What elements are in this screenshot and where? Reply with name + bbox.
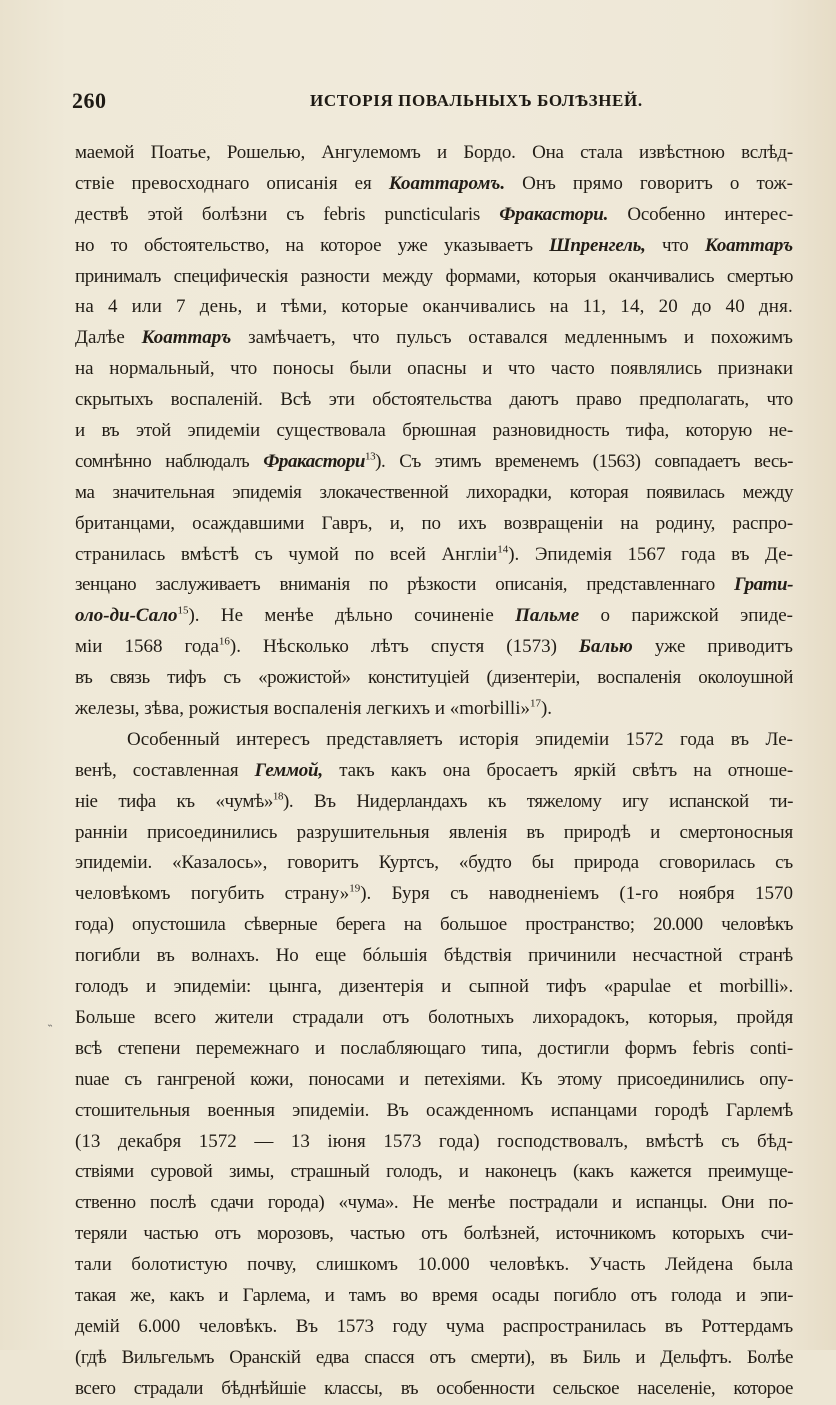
text-line: въ связь тифъ съ «рожистой» конституціей (дизентеріи, воспаленія околоушной xyxy=(75,667,793,689)
text-line: маемой Поатье, Рошелью, Ангулемомъ и Бордо. Она стала извѣстною вслѣд- xyxy=(75,142,793,163)
text-line: на нормальный, что поносы были опасны и что часто появлялись признаки xyxy=(75,358,793,380)
text-line: года) опустошила сѣверные берега на большое пространство; 20.000 человѣкъ xyxy=(75,914,793,936)
text-line: оло-ди-Сало$^{15}$). Не менѣе дѣльно сочиненіе Пальме о парижской эпиде- xyxy=(75,605,793,627)
author-name: Коаттаръ xyxy=(704,234,793,256)
text-line: странилась вмѣстѣ съ чумой по всей Англіи$^{14}$). Эпидемія 1567 года въ Де- xyxy=(75,543,794,565)
text-line: Далѣе Коаттаръ замѣчаетъ, что пульсъ оставался медленнымъ и похожимъ xyxy=(75,327,794,349)
footnote-ref: 15 xyxy=(177,605,189,618)
body-text xyxy=(75,138,793,1405)
text-line: тали болотистую почву, слишкомъ 10.000 человѣкъ. Участь Лейдена была xyxy=(75,1254,793,1276)
footnote-ref: 16 xyxy=(218,635,230,648)
page-number: 260 xyxy=(72,88,107,113)
author-name: Коаттаръ xyxy=(141,327,232,349)
text-line: ствіе превосходнаго описанія ея Коаттаромъ. Онъ прямо говоритъ о тож- xyxy=(75,172,794,194)
author-name: Фракастори. xyxy=(499,203,609,225)
text-line: всего страдали бѣднѣйшіе классы, въ особенности сельское населеніе, которое xyxy=(75,1377,793,1399)
author-name: Шпренгель, xyxy=(549,234,646,256)
text-line: ніе тифа къ «чумѣ»$^{18}$). Въ Нидерландахъ къ тяжелому игу испанской ти- xyxy=(75,790,793,812)
text-line: ствіями суровой зимы, страшный голодъ, и наконецъ (какъ кажется преимуще- xyxy=(75,1161,793,1183)
text-line: дествѣ этой болѣзни съ febris puncticularis Фракастори. Особенно интерес- xyxy=(75,203,793,225)
text-line: скрытыхъ воспаленій. Всѣ эти обстоятельства даютъ право предполагать, что xyxy=(75,389,793,411)
text-line: эпидеміи. «Казалось», говоритъ Куртсъ, «будто бы природа сговорилась съ xyxy=(75,852,793,874)
text-line: зенцано заслуживаетъ вниманія по рѣзкости описанія, представленнаго Грати- xyxy=(75,574,793,596)
text-line: венѣ, составленная Геммой, такъ какъ она бросаетъ яркій свѣтъ на отноше- xyxy=(75,759,793,781)
footnote-ref: 17 xyxy=(529,697,541,710)
author-name: Коаттаромъ. xyxy=(388,172,506,194)
text-line: Больше всего жители страдали отъ болотныхъ лихорадокъ, которыя, пройдя xyxy=(75,1006,793,1028)
text-line: но то обстоятельство, на которое уже указываетъ Шпренгель, что Коаттаръ xyxy=(75,234,793,256)
author-name: Фракастори xyxy=(263,450,366,472)
footnote-ref: 14 xyxy=(497,543,509,556)
text-line: такая же, какъ и Гарлема, и тамъ во время осады погибло отъ голода и эпи- xyxy=(75,1284,793,1306)
text-line: погибли въ волнахъ. Но еще бóльшія бѣдствія причинили несчастной странѣ xyxy=(75,945,793,967)
text-line: Особенный интересъ представляетъ исторія эпидеміи 1572 года въ Ле- xyxy=(127,728,793,750)
text-line: на 4 или 7 день, и тѣми, которые оканчивались на 11, 14, 20 до 40 дня. xyxy=(75,296,793,318)
running-title: ИСТОРІЯ ПОВАЛЬНЫХЪ БОЛѢЗНЕЙ. xyxy=(310,91,643,110)
author-name: Пальме xyxy=(515,605,580,627)
text-line: и въ этой эпидеміи существовала брюшная разновидность тифа, которую не- xyxy=(75,420,793,442)
text-line: стошительныя военныя эпидеміи. Въ осажденномъ испанцами городѣ Гарлемѣ xyxy=(75,1099,793,1121)
page-header xyxy=(72,86,792,116)
author-name: оло-ди-Сало xyxy=(75,605,178,627)
text-line: железы, зѣва, рожистыя воспаленія легкихъ и «morbilli»$^{17}$). xyxy=(75,697,553,720)
margin-mark: ˵ xyxy=(48,1017,52,1031)
text-line: голодъ и эпидеміи: цынга, дизентерія и сыпной тифъ «papulae et morbilli». xyxy=(75,976,793,998)
text-line: всѣ степени перемежнаго и послабляющаго типа, достигли формъ febris conti- xyxy=(75,1037,793,1059)
text-line: ственно послѣ сдачи города) «чума». Не менѣе пострадали и испанцы. Они по- xyxy=(75,1192,793,1214)
text-line: принималъ специфическія разности между формами, которыя оканчивались смертью xyxy=(75,265,793,287)
text-line: nuae съ гангреной кожи, поносами и петехіями. Къ этому присоединились опу- xyxy=(75,1068,793,1090)
text-line: сомнѣнно наблюдалъ Фракастори$^{13}$). Съ этимъ временемъ (1563) совпадаетъ весь- xyxy=(75,450,793,472)
text-line: ма значительная эпидемія злокачественной лихорадки, которая появилась между xyxy=(75,481,793,503)
text-line: человѣкомъ погубить страну»$^{19}$). Буря съ наводненіемъ (1-го ноября 1570 xyxy=(75,883,793,905)
text-line: британцами, осаждавшими Гавръ, и, по ихъ возвращеніи на родину, распро- xyxy=(75,512,793,534)
author-name: Грати- xyxy=(734,574,793,596)
text-line: демій 6.000 человѣкъ. Въ 1573 году чума распространилась въ Роттердамъ xyxy=(75,1315,793,1337)
footnote-ref: 13 xyxy=(365,450,376,463)
text-line: ранніи присоединились разрушительныя явленія въ природѣ и смертоносныя xyxy=(75,821,793,843)
text-line: (13 декабря 1572 — 13 іюня 1573 года) господствовалъ, вмѣстѣ съ бѣд- xyxy=(75,1130,793,1152)
text-line: міи 1568 года$^{16}$). Нѣсколько лѣтъ спустя (1573) Балью уже приводитъ xyxy=(75,635,794,658)
text-line: (гдѣ Вильгельмъ Оранскій едва спасся отъ смерти), въ Биль и Дельфтъ. Болѣе xyxy=(75,1346,793,1368)
author-name: Балью xyxy=(578,636,633,658)
footnote-ref: 19 xyxy=(349,883,361,896)
author-name: Геммой, xyxy=(254,759,323,781)
text-line: теряли частью отъ морозовъ, частью отъ болѣзней, источникомъ которыхъ счи- xyxy=(75,1223,793,1245)
footnote-ref: 18 xyxy=(272,790,284,803)
